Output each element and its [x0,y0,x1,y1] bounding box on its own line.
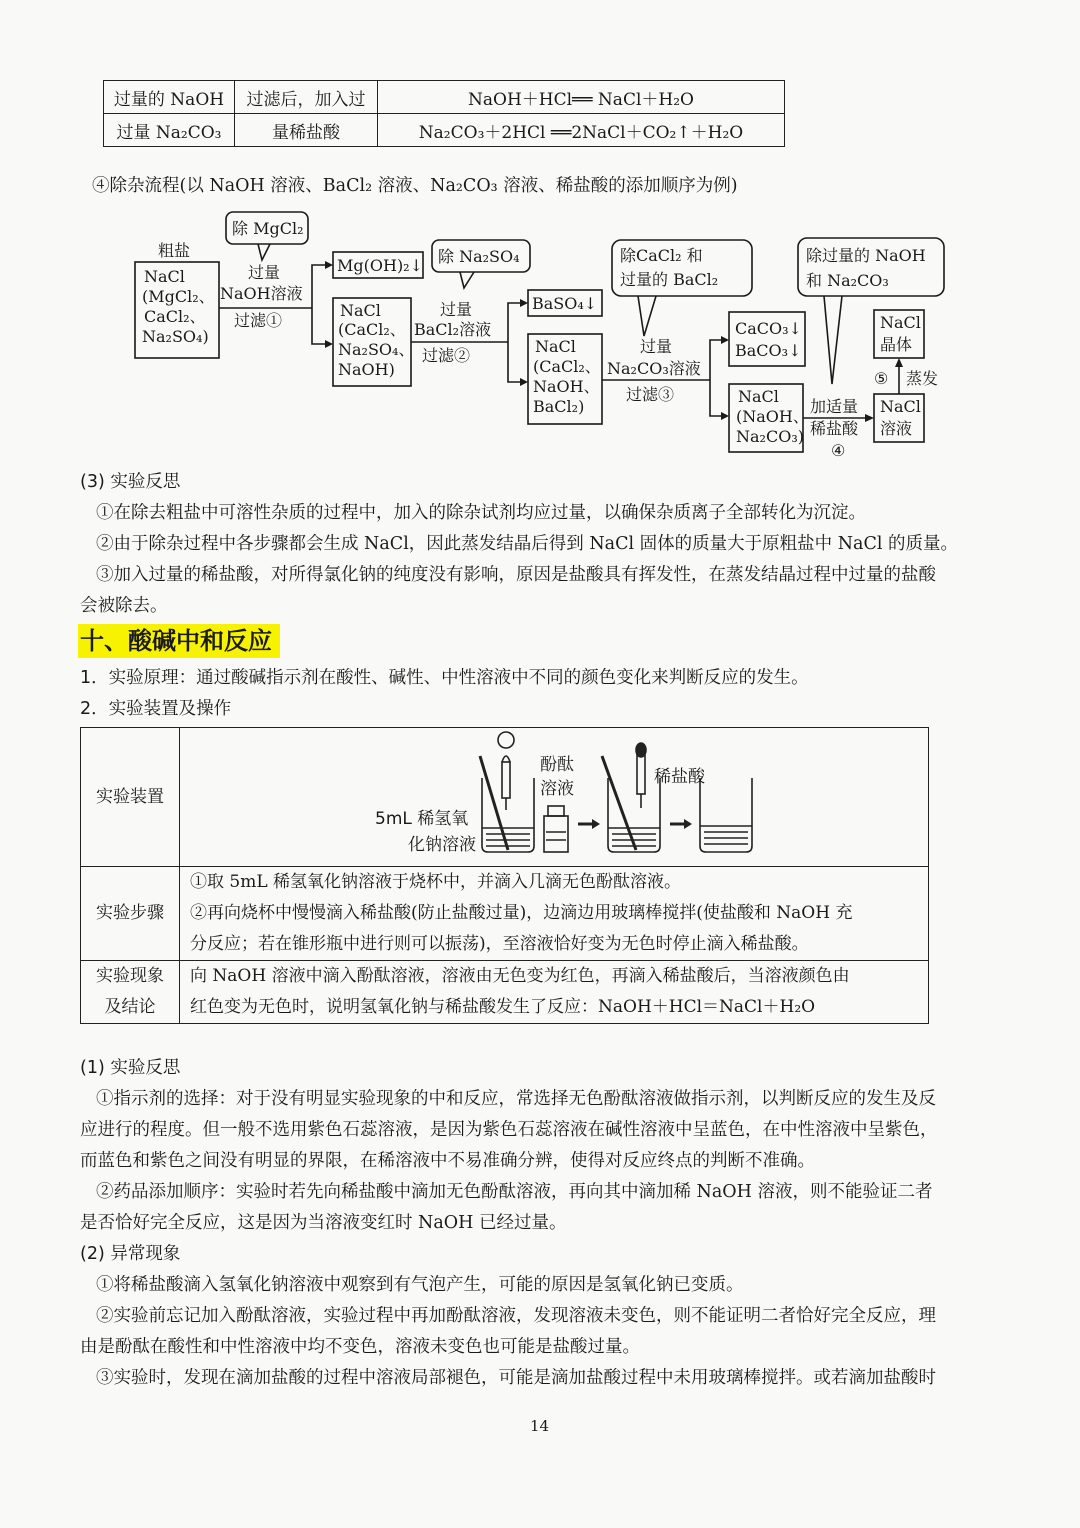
table-row [81,867,929,961]
table-label [81,961,180,1024]
flow-text: 过量 [248,263,281,282]
phenomena-line: 红色变为无色时，说明氢氧化钠与稀盐酸发生了反应：NaOH＋HCl＝NaCl＋H₂O [190,997,816,1017]
flow-text: Na₂SO₄、 [338,340,415,359]
section-heading: 十、酸碱中和反应 [80,627,272,655]
flow-text: 晶体 [880,335,913,354]
reagent-table [103,80,785,147]
principle-line: 1．实验原理：通过酸碱指示剂在酸性、碱性、中性溶液中不同的颜色变化来判断反应的发生。 [80,668,809,688]
paragraph-line: ②药品添加顺序：实验时若先向稀盐酸中滴加无色酚酞溶液，再向其中滴加稀 NaOH 溶液，则不能验证二者 [96,1182,933,1202]
paragraph-line: ①指示剂的选择：对于没有明显实验现象的中和反应，常选择无色酚酞溶液做指示剂，以判断反应的发生及反 [96,1089,936,1109]
steps-cell [180,867,929,961]
callout-pointer [824,296,842,384]
flow-text: NaCl [144,267,185,286]
label-line: 及结论 [104,997,156,1017]
flow-text: NaOH、 [533,377,600,396]
paragraph-line: ①在除去粗盐中可溶性杂质的过程中，加入的除杂试剂均应过量，以确保杂质离子全部转化为沉淀。 [96,503,866,523]
flow-text: CaCO₃↓ [735,319,802,338]
flow-text: 稀盐酸 [810,419,859,438]
flow-text: BaCl₂) [533,397,585,416]
flow-text: NaCl [738,387,779,406]
paragraph-line: ①将稀盐酸滴入氢氧化钠溶液中观察到有气泡产生，可能的原因是氢氧化钠已变质。 [96,1275,744,1295]
paragraph-line: 由是酚酞在酸性和中性溶液中均不变色，溶液未变色也可能是盐酸过量。 [80,1337,640,1357]
page-number: 14 [530,1417,550,1435]
flow-text: NaCl [880,313,921,332]
callout-pointer [638,296,656,336]
table-row [104,81,785,114]
phenomena-line: 向 NaOH 溶液中滴入酚酞溶液，溶液由无色变为红色，再滴入稀盐酸后，当溶液颜色由 [190,966,850,986]
paragraph-line: 是否恰好完全反应，这是因为当溶液变红时 NaOH 已经过量。 [80,1213,567,1233]
table-cell: 过滤后，加入过 [235,81,378,114]
table-cell: 过量的 NaOH [104,81,235,114]
dropper-icon [637,754,645,794]
step-line: ①取 5mL 稀氢氧化钠溶液于烧杯中，并滴入几滴无色酚酞溶液。 [190,872,682,892]
table-cell: Na₂CO₃＋2HCl ══2NaCl＋CO₂↑＋H₂O [378,114,785,147]
flow-text: BaSO₄↓ [532,294,598,313]
apparatus-cell [180,728,929,867]
flow-title: ④除杂流程(以 NaOH 溶液、BaCl₂ 溶液、Na₂CO₃ 溶液、稀盐酸的添加顺序为例) [92,176,738,196]
flow-text: 除 MgCl₂ [232,219,304,238]
flow-text: (NaOH、 [736,407,809,426]
flow-text: BaCl₂溶液 [414,320,492,339]
subsection-title: (2) 异常现象 [80,1244,181,1264]
paragraph-line: 而蓝色和紫色之间没有明显的界限，在稀溶液中不易准确分辨，使得对反应终点的判断不准确。 [80,1151,815,1171]
flow-text: (CaCl₂、 [533,357,601,376]
bottle-icon [544,816,568,852]
table-label: 实验装置 [81,728,180,867]
section-heading-highlight [78,624,280,658]
flow-text: Na₂CO₃溶液 [607,359,701,378]
paragraph-line: ③加入过量的稀盐酸，对所得氯化钠的纯度没有影响，原因是盐酸具有挥发性，在蒸发结晶过程中过量的盐酸 [96,565,936,585]
apparatus-title: 2．实验装置及操作 [80,699,232,719]
paragraph-line: 应进行的程度。但一般不选用紫色石蕊溶液，是因为紫色石蕊溶液在碱性溶液中呈蓝色，在中性溶液中呈紫色， [80,1120,938,1140]
arrow-right-icon [684,819,692,829]
table-row [81,961,929,1024]
table-row [104,114,785,147]
flow-text: NaCl [535,337,576,356]
flow-label: 粗盐 [158,241,191,260]
flow-text: 和 Na₂CO₃ [806,271,889,290]
flow-text: NaOH) [338,360,395,379]
callout-pointer [258,244,270,260]
paragraph-line: ②由于除杂过程中各步骤都会生成 NaCl，因此蒸发结晶后得到 NaCl 固体的质量大于原粗盐中 NaCl 的质量。 [96,534,959,554]
table-cell: 过量 Na₂CO₃ [104,114,235,147]
glass-rod-icon [480,756,508,850]
table-cell: 量稀盐酸 [235,114,378,147]
flow-text: ⑤ [874,369,889,388]
apparatus-label: 5mL 稀氢氧 [375,809,469,829]
apparatus-label: 酚酞 [540,755,574,775]
flow-text: (CaCl₂、 [338,320,406,339]
flow-text: Mg(OH)₂↓ [337,256,423,275]
flow-text: 溶液 [880,419,913,438]
table-row [81,728,929,867]
apparatus-label: 溶液 [540,779,574,799]
dropper-icon [502,762,510,798]
flow-text: NaOH溶液 [220,284,303,303]
label-line: 实验现象 [96,966,164,986]
flow-text: NaCl [340,301,381,320]
glass-rod-icon [602,756,636,850]
table-cell: NaOH＋HCl══ NaCl＋H₂O [378,81,785,114]
flow-text: 加适量 [810,397,859,416]
step-line: ②再向烧杯中慢慢滴入稀盐酸(防止盐酸过量)，边滴边用玻璃棒搅拌(使盐酸和 NaOH 充 [190,903,853,923]
apparatus-label: 稀盐酸 [654,767,705,787]
step-line: 分反应；若在锥形瓶中进行则可以振荡)，至溶液恰好变为无色时停止滴入稀盐酸。 [190,934,809,954]
arrow-right-icon [592,819,600,829]
subsection-title: (3) 实验反思 [80,472,181,492]
purification-flow-diagram [130,208,950,462]
beaker-icon [700,778,752,852]
flow-text: 除CaCl₂ 和 [620,246,703,265]
flow-text: 过量 [440,300,473,319]
flow-text: CaCl₂、 [144,307,206,326]
flow-text: BaCO₃↓ [735,341,802,360]
paragraph-line: ③实验时，发现在滴加盐酸的过程中溶液局部褪色，可能是滴加盐酸过程中未用玻璃棒搅拌。或若滴加盐酸时 [96,1368,936,1388]
paragraph-line: 会被除去。 [80,596,168,616]
flow-text: 蒸发 [906,369,939,388]
flow-text: 过量的 BaCl₂ [620,270,719,289]
apparatus-illustration [190,728,920,866]
flow-text: ④ [831,441,846,460]
table-label: 实验步骤 [81,867,180,961]
flow-text: Na₂CO₃) [736,427,804,446]
callout-pointer [460,272,474,288]
flow-text: 除 Na₂SO₄ [438,247,520,266]
apparatus-label: 化钠溶液 [408,835,476,855]
flow-text: 过滤① [234,311,283,330]
flow-text: 过滤③ [626,385,675,404]
flow-text: NaCl [880,397,921,416]
flow-text: (MgCl₂、 [142,287,215,306]
experiment-table [80,727,929,1024]
phenomena-cell [180,961,929,1024]
subsection-title: (1) 实验反思 [80,1058,181,1078]
flow-text: 除过量的 NaOH [806,246,926,265]
flow-text: 过量 [640,337,673,356]
flow-text: 过滤② [422,346,471,365]
flow-text: Na₂SO₄) [142,327,209,346]
paragraph-line: ②实验前忘记加入酚酞溶液，实验过程中再加酚酞溶液，发现溶液未变色，则不能证明二者恰好完全反应，理 [96,1306,936,1326]
